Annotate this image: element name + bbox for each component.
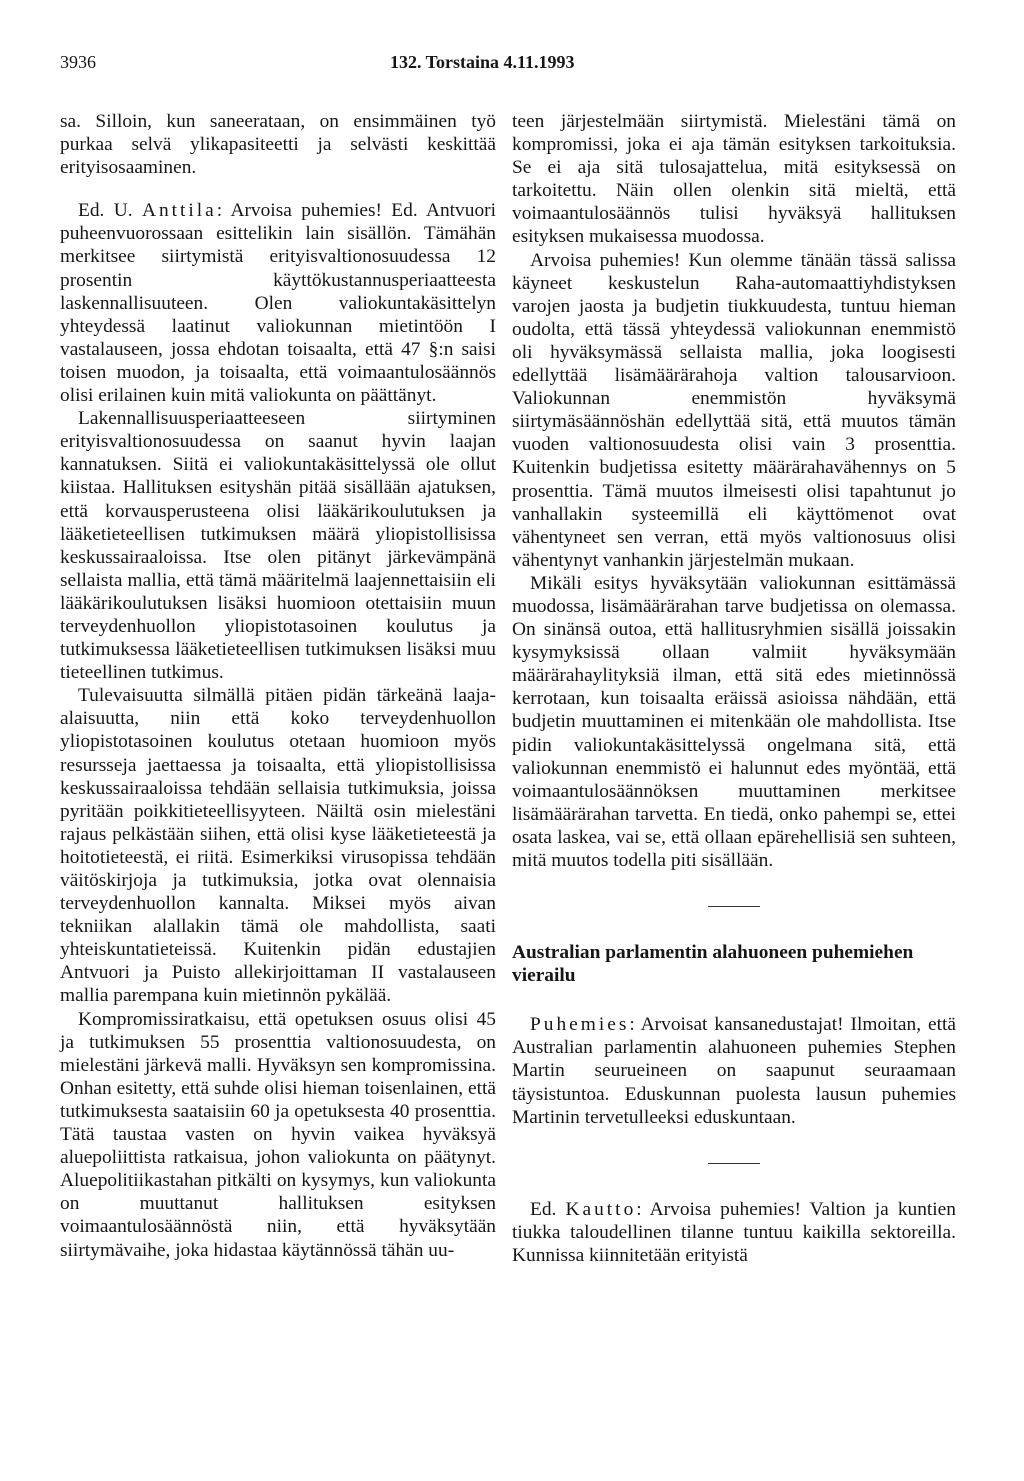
- paragraph-continued: teen järjestelmään siirtymistä. Mielestäni tämä on kompromissi, joka ei aja tämän esityksen tarkoituksia. Se ei aja sitä tulosajattelua, mitä esityksessä on tarkoitettu. Näin ollen olenkin sitä mieltä, että voimaantulosäännös tulisi hyväksyä hallituksen esityksen mukaisessa muodossa.: [512, 111, 956, 248]
- speaker-prefix: Ed.: [530, 1198, 566, 1220]
- speech-puhemies: [512, 1013, 956, 1128]
- section-heading: Australian parlamentin alahuoneen puhemiehen vierailu: [512, 942, 914, 987]
- speech-text: : Arvoisat kansanedustajat! Ilmoitan, että Australian parlamentin alahuoneen puhemies Stephen Martin seurueineen on saapunut seuraamaan täysistuntoa. Eduskunnan puolesta lausun puhemies Martinin tervetulleeksi eduskuntaan.: [512, 1014, 956, 1128]
- running-head: 132. Torstaina 4.11.1993: [390, 52, 575, 72]
- speaker-name: Anttila: [141, 200, 217, 222]
- page-header: [60, 48, 964, 76]
- speech-anttila: [60, 199, 496, 407]
- right-column: [512, 110, 956, 1267]
- paragraph: Kompromissiratkaisu, että opetuksen osuus olisi 45 ja tutkimuksen 55 prosenttia valtionosuudesta, on mielestäni järkevä malli. Hyväksyn sen kompromissina. Onhan esitetty, että suhde olisi hieman toisenlainen, että tutkimuksesta saataisiin 60 ja opetuksesta 40 prosenttia. Tätä taustaa vasten on hyvin vaikea hyväksyä aluepoliittista ratkaisua, johon valiokunta on päätynyt. Aluepolitiikastahan pitkälti on kysymys, kun valiokunta on muuttanut hallituksen esityksen voimaantulosäännöstä niin, että hyväksytään siirtymävaihe, joka hidastaa käytännössä tähän uu-: [60, 1008, 496, 1261]
- speaker-prefix: Ed. U.: [78, 200, 142, 222]
- paragraph: Mikäli esitys hyväksytään valiokunnan esittämässä muodossa, lisämäärärahan tarve budjetissa on olemassa. On sinänsä outoa, että hallitusryhmien sisällä joissakin kysymyksissä ollaan valmiit hyväksymään määrärahaylityksiä ilman, että sitä edes mietinnössä kerrotaan, kun toisaalta eräissä asioissa nähdään, että budjetin muuttaminen ei mitenkään ole mahdollista. Itse pidin valiokuntakäsittelyssä ongelmana sitä, että valiokunnan enemmistö ei halunnut edes myöntää, että voimaantulosäännöksen muuttaminen merkitsee lisämäärärahan tarvetta. En tiedä, onko pahempi se, ettei osata laskea, vai se, että ollaan epärehellisiä sen suhteen, mitä muutos todella piti sisällään.: [512, 572, 956, 871]
- paragraph: Tulevaisuutta silmällä pitäen pidän tärkeänä laaja-alaisuutta, niin että koko terveydenhuollon yliopistotasoinen koulutus otetaan huomioon myös resursseja jaettaessa ja toisaalta, että yliopistollisissa keskussairaaloissa tehdään sellaisia tutkimuksia, joissa pyritään poikkitieteellisyyteen. Näiltä osin mielestäni rajaus pelkästään siihen, että olisi kyse lääketieteestä ja hoitotieteestä, ei riitä. Esimerkiksi virusopissa tehdään väitöskirjoja ja tutkimuksia, jotka ovat olennaisia terveydenhuollon kannalta. Miksei myös aivan tekniikan alallakin tämä ole mahdollista, saati yhteiskuntatieteissä. Kuitenkin pidän edustajien Antvuori ja Puisto allekirjoittaman II vastalauseen mallia parempana kuin mietinnön pykälää.: [60, 685, 496, 1007]
- speech-text: : Arvoisa puhemies! Valtion ja kuntien tiukka taloudellinen tilanne tuntuu kaikilla sektoreilla. Kunnissa kiinnitetään erityistä: [512, 1198, 956, 1266]
- section-divider: [708, 1163, 760, 1164]
- speech-kautto: [512, 1198, 956, 1267]
- left-column: [60, 110, 496, 1262]
- paragraph: Arvoisa puhemies! Kun olemme tänään tässä salissa käyneet keskustelun Raha-automaattiyhdistyksen varojen jaosta ja budjetin tiukkuudesta, tuntuu hieman oudolta, että tässä yhteydessä valiokunnan enemmistö oli hyväksymässä sellaista mallia, joka loogisesti edellyttää lisämäärärahoja valtion talousarvioon. Valiokunnan enemmistön hyväksymä siirtymäsäännöshän edellyttää sitä, että muutos tämän vuoden valtionosuudesta olisi vain 3 prosenttia. Kuitenkin budjetissa esitetty määrärahavähennys on 5 prosenttia. Tämä muutos ilmeisesti olisi tapahtunut jo vanhallakin systeemillä eli käyttömenot ovat vähentyneet sen verran, että myös valtionosuus olisi vähentynyt vanhankin järjestelmän mukaan.: [512, 249, 956, 571]
- speaker-name: Kautto: [565, 1198, 637, 1220]
- page-number: 3936: [60, 52, 96, 72]
- speech-text: : Arvoisa puhemies! Ed. Antvuori puheenvuorossaan esittelikin lain sisällön. Tämähän merkitsee siirtymistä erityisvaltionosuudessa 12 prosentin käyttökustannusperiaatteesta laskennallisuuteen. Olen valiokuntakäsittelyn yhteydessä laatinut valiokunnan mietintöön I vastalauseen, jossa ehdotan toisaalta, että 47 §:n saisi toisen muodon, ja toisaalta, että voimaantulosäännös olisi erilainen kuin mitä valiokunta on päättänyt.: [60, 200, 496, 407]
- paragraph-continued: sa. Silloin, kun saneerataan, on ensimmäinen työ purkaa selvä ylikapasiteetti ja selvästi keskittää erityisosaaminen.: [60, 111, 496, 179]
- paragraph: Lakennallisuusperiaatteeseen siirtyminen erityisvaltionosuudessa on saanut hyvin laajan kannatuksen. Siitä ei valiokuntakäsittelyssä ole ollut kiistaa. Hallituksen esityshän pitää sisällään ajatuksen, että korvausperusteena olisi lääkärikoulutuksen ja lääketieteellisen tutkimuksen määrä yliopistollisissa keskussairaaloissa. Itse olen pitänyt järkevämpänä sellaista mallia, että tämä määritelmä laajennettaisiin eli lääkärikoulutuksen lisäksi huomioon otettaisiin muun terveydenhuollon yliopistotasoinen koulutus ja tutkimuksessa lääketieteellisen tutkimuksen lisäksi muu tieteellinen tutkimus.: [60, 408, 496, 684]
- speaker-name: Puhemies: [530, 1014, 630, 1036]
- section-divider: [708, 906, 760, 907]
